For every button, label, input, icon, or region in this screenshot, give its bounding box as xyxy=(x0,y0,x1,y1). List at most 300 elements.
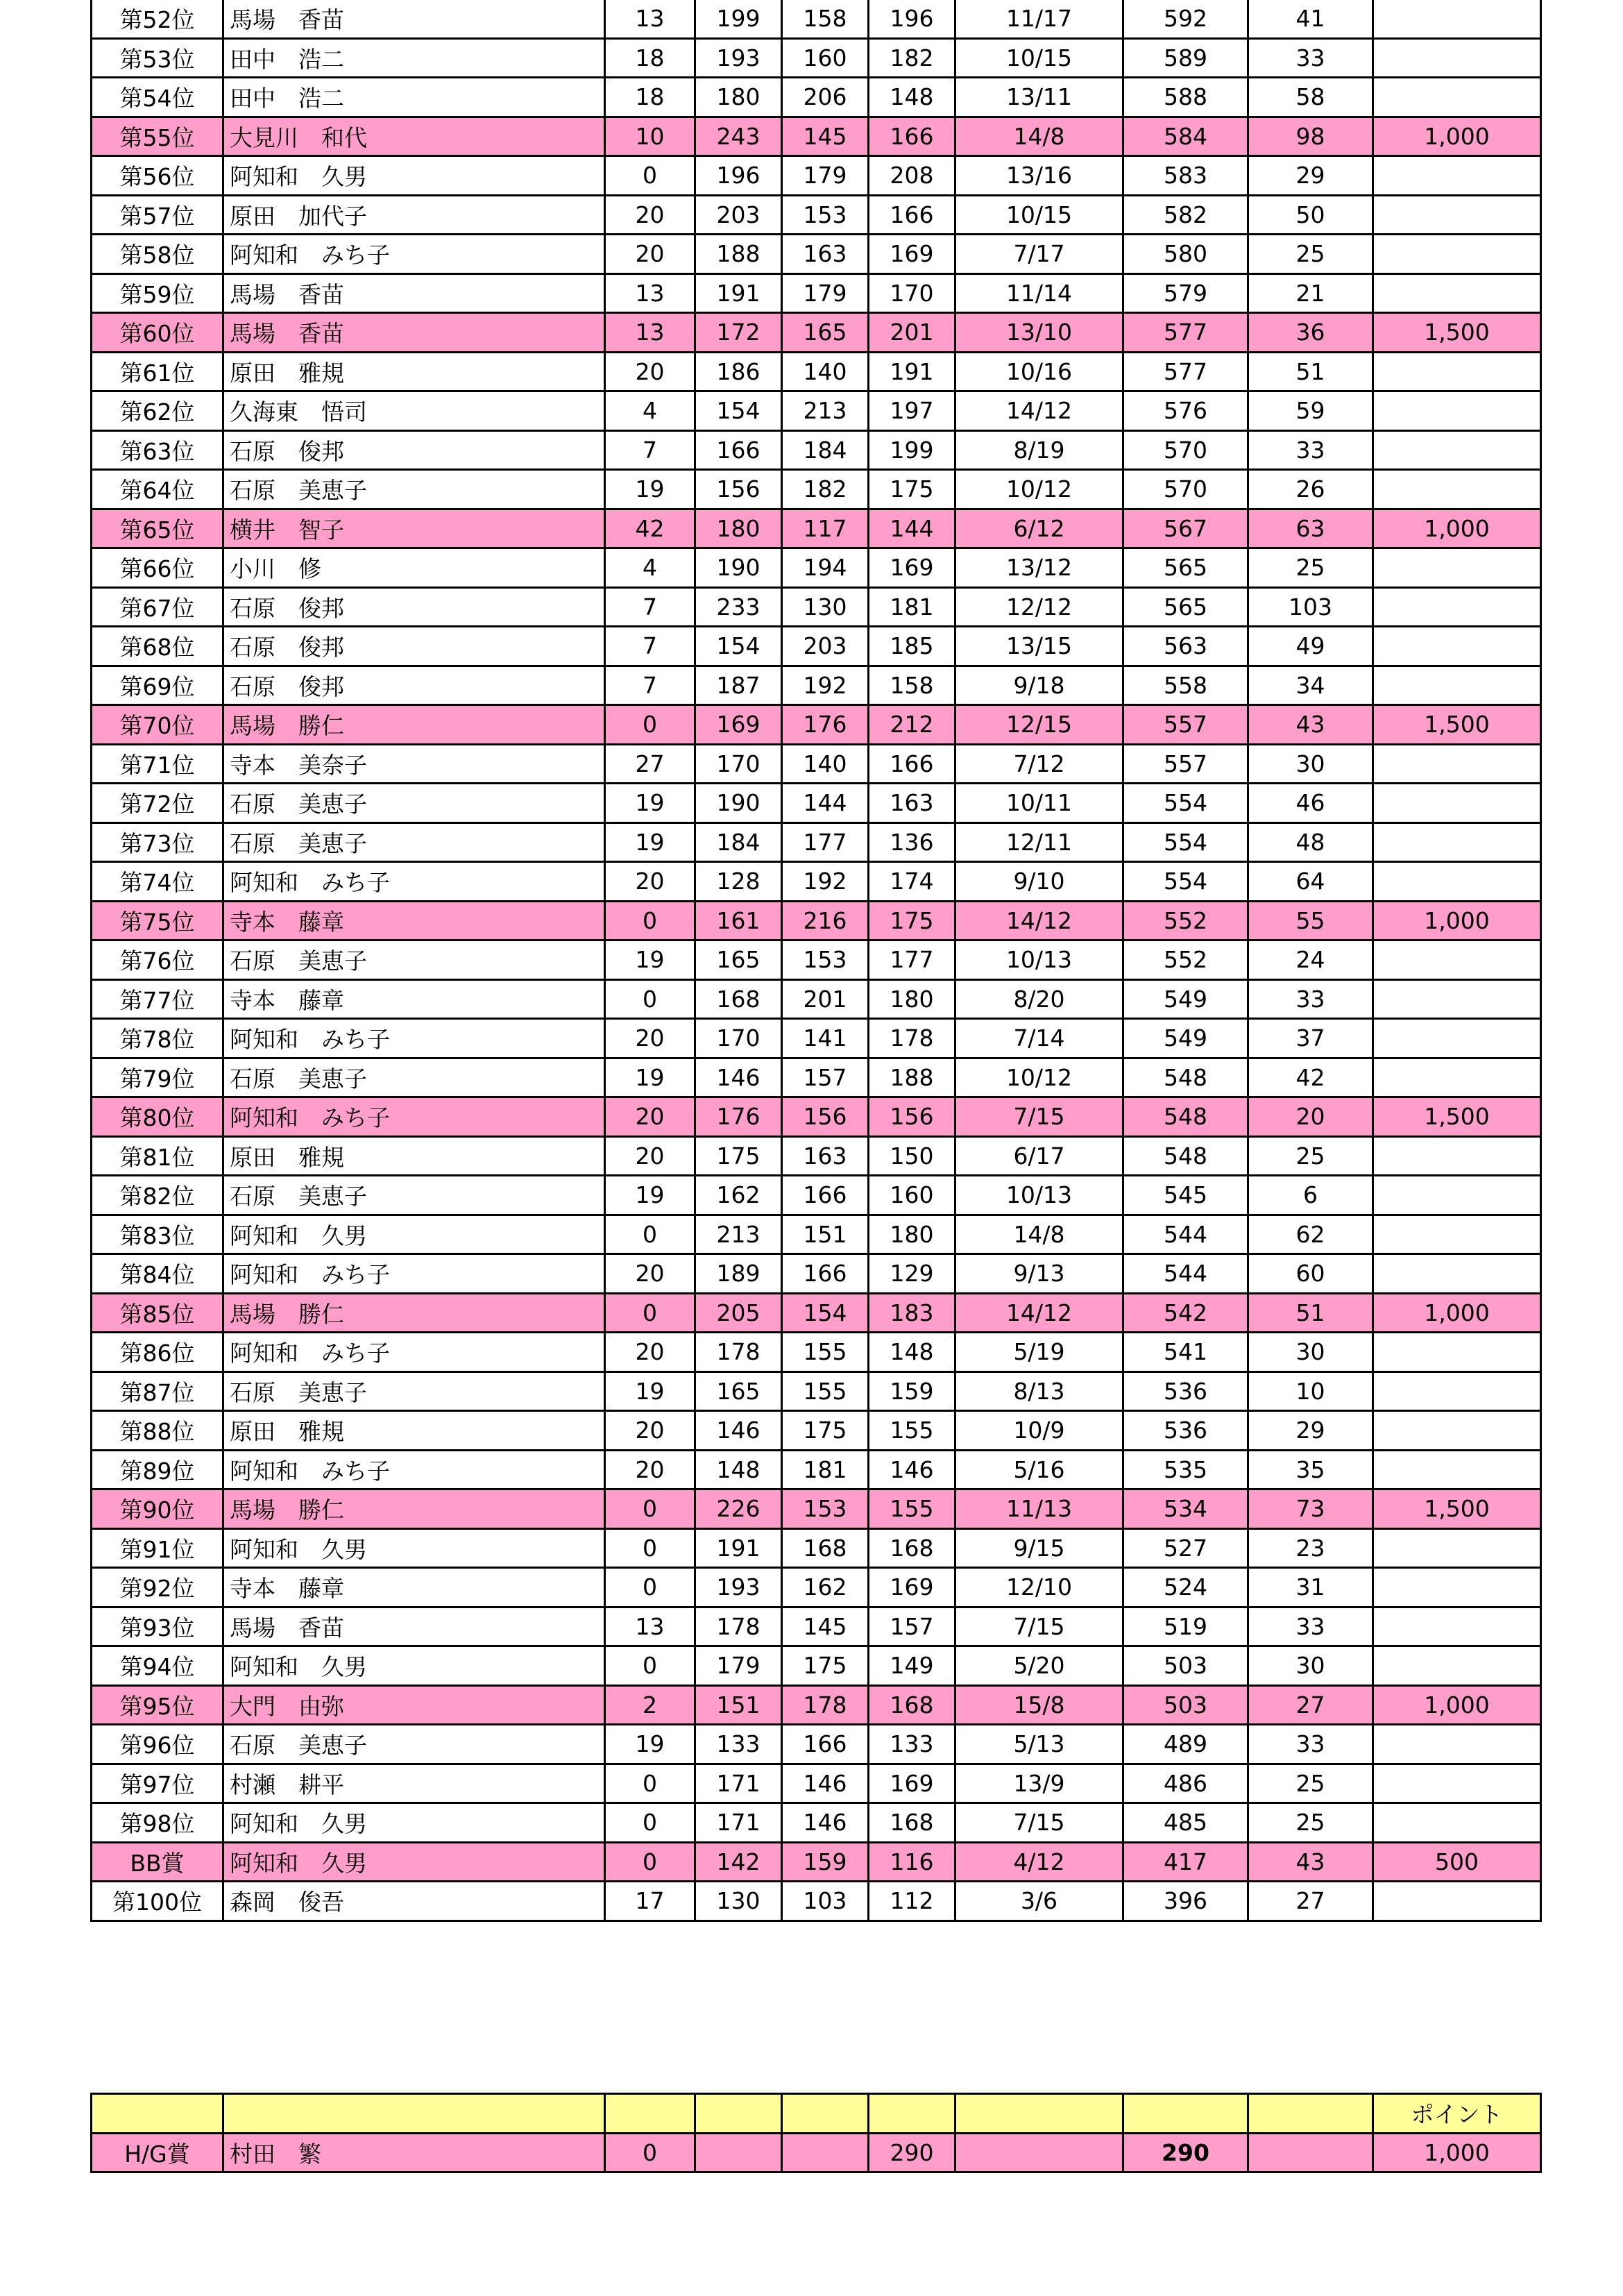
strike-spare-cell: 9/15 xyxy=(955,1528,1123,1568)
table-row xyxy=(92,38,1541,78)
handicap-cell: 20 xyxy=(605,1333,695,1372)
table-row xyxy=(92,1882,1541,1921)
rank-cell: 第54位 xyxy=(92,78,223,117)
points-cell xyxy=(1373,822,1541,862)
strike-spare-cell: 8/20 xyxy=(955,979,1123,1019)
header-cell xyxy=(695,2094,782,2134)
diff-cell: 30 xyxy=(1248,744,1373,784)
diff-cell: 46 xyxy=(1248,784,1373,823)
game2-cell: 194 xyxy=(782,548,869,588)
game3-cell: 201 xyxy=(869,313,955,353)
points-cell xyxy=(1373,391,1541,431)
diff-cell: 49 xyxy=(1248,627,1373,666)
name-cell: 石原 俊邦 xyxy=(223,430,605,470)
handicap-cell: 19 xyxy=(605,940,695,980)
total-cell: 534 xyxy=(1123,1489,1248,1529)
strike-spare-cell: 4/12 xyxy=(955,1842,1123,1882)
game1-cell: 193 xyxy=(695,38,782,78)
name-cell: 石原 美恵子 xyxy=(223,1725,605,1764)
game3-cell: 160 xyxy=(869,1176,955,1215)
handicap-cell: 0 xyxy=(605,1803,695,1843)
game3-cell: 170 xyxy=(869,273,955,313)
strike-spare-cell: 10/12 xyxy=(955,470,1123,509)
name-cell: 石原 美恵子 xyxy=(223,784,605,823)
diff-cell: 43 xyxy=(1248,705,1373,745)
game2-cell: 206 xyxy=(782,78,869,117)
game1-cell: 191 xyxy=(695,273,782,313)
game3-cell: 166 xyxy=(869,744,955,784)
game2-cell: 179 xyxy=(782,273,869,313)
points-cell xyxy=(1373,1764,1541,1803)
handicap-cell: 19 xyxy=(605,822,695,862)
handicap-cell: 20 xyxy=(605,1019,695,1058)
points-cell xyxy=(1373,1450,1541,1489)
total-cell: 580 xyxy=(1123,235,1248,274)
diff-cell: 10 xyxy=(1248,1371,1373,1411)
name-cell: 小川 修 xyxy=(223,548,605,588)
hg-award-table xyxy=(90,2093,1542,2173)
game1-cell: 190 xyxy=(695,548,782,588)
game3-cell: 133 xyxy=(869,1725,955,1764)
game3-cell: 159 xyxy=(869,1371,955,1411)
game3-cell: 169 xyxy=(869,235,955,274)
game2-cell: 166 xyxy=(782,1176,869,1215)
game3-cell: 155 xyxy=(869,1411,955,1451)
total-cell: 570 xyxy=(1123,430,1248,470)
game2-cell: 157 xyxy=(782,1058,869,1097)
points-cell xyxy=(1373,156,1541,196)
game2-cell: 162 xyxy=(782,1568,869,1607)
game3-cell: 168 xyxy=(869,1685,955,1725)
game3-cell: 196 xyxy=(869,0,955,38)
total-cell: 548 xyxy=(1123,1097,1248,1137)
rank-cell: 第97位 xyxy=(92,1764,223,1803)
game2-cell: 177 xyxy=(782,822,869,862)
total-cell: 417 xyxy=(1123,1842,1248,1882)
game3-cell: 182 xyxy=(869,38,955,78)
total-cell: 554 xyxy=(1123,784,1248,823)
game1-cell: 169 xyxy=(695,705,782,745)
points-cell xyxy=(1373,1215,1541,1254)
game3-cell: 212 xyxy=(869,705,955,745)
game1-cell: 170 xyxy=(695,1019,782,1058)
strike-spare-cell: 12/12 xyxy=(955,587,1123,627)
name-cell: 石原 美恵子 xyxy=(223,1371,605,1411)
rank-cell: 第78位 xyxy=(92,1019,223,1058)
rank-cell: 第88位 xyxy=(92,1411,223,1451)
strike-spare-cell: 9/18 xyxy=(955,666,1123,705)
table-row xyxy=(92,156,1541,196)
game2-cell: 181 xyxy=(782,1450,869,1489)
game2-cell: 153 xyxy=(782,195,869,235)
header-cell xyxy=(1248,2094,1373,2134)
table-row xyxy=(92,1058,1541,1097)
game1-cell: 162 xyxy=(695,1176,782,1215)
game3-cell: 157 xyxy=(869,1607,955,1646)
table-row xyxy=(92,235,1541,274)
strike-spare-cell: 13/11 xyxy=(955,78,1123,117)
strike-spare-cell: 7/14 xyxy=(955,1019,1123,1058)
game3-cell: 168 xyxy=(869,1803,955,1843)
rank-cell: 第100位 xyxy=(92,1882,223,1921)
diff-cell: 29 xyxy=(1248,156,1373,196)
strike-spare-cell: 12/11 xyxy=(955,822,1123,862)
points-cell: 1,000 xyxy=(1373,1685,1541,1725)
rank-cell: 第82位 xyxy=(92,1176,223,1215)
rank-cell: 第81位 xyxy=(92,1136,223,1176)
total-cell: 554 xyxy=(1123,862,1248,902)
name-cell: 馬場 香苗 xyxy=(223,273,605,313)
name-cell: 阿知和 みち子 xyxy=(223,235,605,274)
diff-cell: 20 xyxy=(1248,1097,1373,1137)
name-cell: 田中 浩二 xyxy=(223,78,605,117)
handicap-cell: 27 xyxy=(605,744,695,784)
total-cell: 582 xyxy=(1123,195,1248,235)
table-row xyxy=(92,0,1541,38)
rank-cell: 第74位 xyxy=(92,862,223,902)
name-cell: 大見川 和代 xyxy=(223,117,605,156)
rank-cell: 第85位 xyxy=(92,1293,223,1333)
game3-cell: 180 xyxy=(869,979,955,1019)
table-row xyxy=(92,666,1541,705)
name-cell: 阿知和 久男 xyxy=(223,1842,605,1882)
table-row xyxy=(92,1764,1541,1803)
diff-cell: 29 xyxy=(1248,1411,1373,1451)
game1-cell: 128 xyxy=(695,862,782,902)
name-cell: 田中 浩二 xyxy=(223,38,605,78)
strike-spare-cell: 9/10 xyxy=(955,862,1123,902)
game1-cell: 165 xyxy=(695,1371,782,1411)
game2-cell: 192 xyxy=(782,666,869,705)
diff-cell: 62 xyxy=(1248,1215,1373,1254)
game1-cell: 171 xyxy=(695,1803,782,1843)
handicap-cell: 42 xyxy=(605,509,695,548)
diff-cell: 43 xyxy=(1248,1842,1373,1882)
game2-cell: 175 xyxy=(782,1646,869,1686)
diff-cell: 37 xyxy=(1248,1019,1373,1058)
handicap-cell: 0 xyxy=(605,1528,695,1568)
rank-cell: 第53位 xyxy=(92,38,223,78)
rank-cell: 第56位 xyxy=(92,156,223,196)
name-cell: 阿知和 久男 xyxy=(223,1215,605,1254)
rank-cell: 第95位 xyxy=(92,1685,223,1725)
game3-cell: 178 xyxy=(869,1019,955,1058)
strike-spare-cell: 5/16 xyxy=(955,1450,1123,1489)
points-cell xyxy=(1373,0,1541,38)
points-cell xyxy=(1373,1019,1541,1058)
total-cell: 549 xyxy=(1123,979,1248,1019)
game1-cell: 151 xyxy=(695,1685,782,1725)
game3-cell: 188 xyxy=(869,1058,955,1097)
name-cell: 馬場 勝仁 xyxy=(223,1489,605,1529)
diff-cell: 21 xyxy=(1248,273,1373,313)
game1-cell: 203 xyxy=(695,195,782,235)
diff-cell: 64 xyxy=(1248,862,1373,902)
game3-cell: 183 xyxy=(869,1293,955,1333)
table-row xyxy=(92,627,1541,666)
rank-cell: 第98位 xyxy=(92,1803,223,1843)
strike-spare-cell: 12/10 xyxy=(955,1568,1123,1607)
name-cell: 阿知和 みち子 xyxy=(223,1019,605,1058)
game1-cell: 142 xyxy=(695,1842,782,1882)
strike-spare-cell: 9/13 xyxy=(955,1254,1123,1294)
diff-cell: 33 xyxy=(1248,1607,1373,1646)
total-cell: 554 xyxy=(1123,822,1248,862)
game1-cell: 146 xyxy=(695,1411,782,1451)
strike-spare-cell: 10/9 xyxy=(955,1411,1123,1451)
rank-cell: 第65位 xyxy=(92,509,223,548)
header-cell xyxy=(605,2094,695,2134)
rank-cell: 第55位 xyxy=(92,117,223,156)
game2-cell: 146 xyxy=(782,1803,869,1843)
game1-cell: 170 xyxy=(695,744,782,784)
name-cell: 石原 美恵子 xyxy=(223,940,605,980)
rank-cell: 第80位 xyxy=(92,1097,223,1137)
points-cell xyxy=(1373,1058,1541,1097)
total-cell: 542 xyxy=(1123,1293,1248,1333)
points-cell xyxy=(1373,862,1541,902)
table-row xyxy=(92,509,1541,548)
points-cell xyxy=(1373,1568,1541,1607)
game1-cell: 178 xyxy=(695,1333,782,1372)
game1-cell: 161 xyxy=(695,901,782,940)
points-cell: 1,000 xyxy=(1373,1293,1541,1333)
points-cell: 1,500 xyxy=(1373,1097,1541,1137)
game1-cell: 148 xyxy=(695,1450,782,1489)
handicap-cell: 19 xyxy=(605,1176,695,1215)
game3-cell: 191 xyxy=(869,352,955,391)
table-row xyxy=(92,1176,1541,1215)
diff-cell: 36 xyxy=(1248,313,1373,353)
rank-cell: 第86位 xyxy=(92,1333,223,1372)
diff-cell: 30 xyxy=(1248,1333,1373,1372)
table-row xyxy=(92,391,1541,431)
strike-spare-cell: 11/13 xyxy=(955,1489,1123,1529)
diff-cell: 50 xyxy=(1248,195,1373,235)
strike-spare-cell: 10/15 xyxy=(955,195,1123,235)
strike-spare-cell: 13/15 xyxy=(955,627,1123,666)
name-cell: 馬場 香苗 xyxy=(223,1607,605,1646)
total-cell: 592 xyxy=(1123,0,1248,38)
name-cell: 寺本 藤章 xyxy=(223,901,605,940)
total-cell: 576 xyxy=(1123,391,1248,431)
table-row xyxy=(92,1097,1541,1137)
points-cell xyxy=(1373,1176,1541,1215)
game2-cell: 145 xyxy=(782,117,869,156)
game2-cell: 182 xyxy=(782,470,869,509)
table-row xyxy=(92,1489,1541,1529)
rank-cell: 第79位 xyxy=(92,1058,223,1097)
game3-cell: 149 xyxy=(869,1646,955,1686)
strike-spare-cell: 14/8 xyxy=(955,117,1123,156)
total-cell: 396 xyxy=(1123,1882,1248,1921)
name-cell: 阿知和 みち子 xyxy=(223,862,605,902)
strike-spare-cell: 7/17 xyxy=(955,235,1123,274)
game2-cell: 179 xyxy=(782,156,869,196)
rank-cell: 第93位 xyxy=(92,1607,223,1646)
name-cell: 馬場 香苗 xyxy=(223,313,605,353)
game1-cell: 190 xyxy=(695,784,782,823)
total-cell: 565 xyxy=(1123,587,1248,627)
game3-cell: 166 xyxy=(869,195,955,235)
name-cell: 石原 俊邦 xyxy=(223,587,605,627)
points-cell xyxy=(1373,1371,1541,1411)
game3-cell: 197 xyxy=(869,391,955,431)
table-row xyxy=(92,78,1541,117)
handicap-cell: 10 xyxy=(605,117,695,156)
name-cell: 寺本 藤章 xyxy=(223,979,605,1019)
game2-cell: 176 xyxy=(782,705,869,745)
rank-cell: 第64位 xyxy=(92,470,223,509)
name-cell: 寺本 美奈子 xyxy=(223,744,605,784)
game2-cell: 130 xyxy=(782,587,869,627)
game2-cell: 168 xyxy=(782,1528,869,1568)
total-cell: 579 xyxy=(1123,273,1248,313)
name-cell: 石原 俊邦 xyxy=(223,627,605,666)
total-cell: 485 xyxy=(1123,1803,1248,1843)
points-cell xyxy=(1373,587,1541,627)
points-cell xyxy=(1373,1646,1541,1686)
name-cell: 馬場 勝仁 xyxy=(223,705,605,745)
game2-cell: 146 xyxy=(782,1764,869,1803)
game1-cell: 154 xyxy=(695,391,782,431)
header-cell xyxy=(223,2094,605,2134)
diff-cell: 59 xyxy=(1248,391,1373,431)
game1-cell: 205 xyxy=(695,1293,782,1333)
handicap-cell: 20 xyxy=(605,195,695,235)
points-cell xyxy=(1373,38,1541,78)
diff-cell: 27 xyxy=(1248,1685,1373,1725)
rank-cell: 第60位 xyxy=(92,313,223,353)
handicap-cell: 13 xyxy=(605,1607,695,1646)
game2-cell: 145 xyxy=(782,1607,869,1646)
total-cell: 563 xyxy=(1123,627,1248,666)
game3-cell: 136 xyxy=(869,822,955,862)
rank-cell: 第66位 xyxy=(92,548,223,588)
points-cell: 1,500 xyxy=(1373,705,1541,745)
diff-cell: 51 xyxy=(1248,352,1373,391)
table-row xyxy=(92,901,1541,940)
total-cell: 549 xyxy=(1123,1019,1248,1058)
name-cell: 大門 由弥 xyxy=(223,1685,605,1725)
game1-cell: 133 xyxy=(695,1725,782,1764)
game1-cell: 193 xyxy=(695,1568,782,1607)
total-cell: 548 xyxy=(1123,1058,1248,1097)
game2-cell: 163 xyxy=(782,1136,869,1176)
points-cell xyxy=(1373,979,1541,1019)
rank-cell: 第71位 xyxy=(92,744,223,784)
strike-spare-cell: 10/15 xyxy=(955,38,1123,78)
rank-cell: 第72位 xyxy=(92,784,223,823)
handicap-cell: 13 xyxy=(605,273,695,313)
total-cell: 503 xyxy=(1123,1685,1248,1725)
diff-cell: 23 xyxy=(1248,1528,1373,1568)
strike-spare-cell: 14/12 xyxy=(955,901,1123,940)
game2-cell: 184 xyxy=(782,430,869,470)
table-row xyxy=(92,1842,1541,1882)
rank-cell: 第89位 xyxy=(92,1450,223,1489)
points-cell xyxy=(1373,1882,1541,1921)
total-cell: 557 xyxy=(1123,744,1248,784)
handicap-cell: 7 xyxy=(605,666,695,705)
total-cell: 589 xyxy=(1123,38,1248,78)
handicap-cell: 18 xyxy=(605,78,695,117)
name-cell: 原田 雅規 xyxy=(223,1411,605,1451)
points-cell xyxy=(1373,235,1541,274)
points-cell xyxy=(1373,1254,1541,1294)
points-cell xyxy=(1373,1411,1541,1451)
diff-cell: 51 xyxy=(1248,1293,1373,1333)
diff-cell: 24 xyxy=(1248,940,1373,980)
game3-cell: 148 xyxy=(869,1333,955,1372)
game1-cell: 172 xyxy=(695,313,782,353)
total-cell: 535 xyxy=(1123,1450,1248,1489)
name-cell: 阿知和 みち子 xyxy=(223,1254,605,1294)
game2-cell: 216 xyxy=(782,901,869,940)
rank-cell: 第73位 xyxy=(92,822,223,862)
strike-spare-cell: 6/12 xyxy=(955,509,1123,548)
total-cell: 545 xyxy=(1123,1176,1248,1215)
diff-cell: 33 xyxy=(1248,979,1373,1019)
points-cell xyxy=(1373,195,1541,235)
total-cell: 544 xyxy=(1123,1215,1248,1254)
diff-cell xyxy=(1248,2133,1373,2172)
game2-cell: 117 xyxy=(782,509,869,548)
handicap-cell: 13 xyxy=(605,0,695,38)
game1-cell: 243 xyxy=(695,117,782,156)
table-row xyxy=(92,822,1541,862)
game3-cell: 175 xyxy=(869,901,955,940)
name-cell: 石原 美恵子 xyxy=(223,1058,605,1097)
diff-cell: 30 xyxy=(1248,1646,1373,1686)
handicap-cell: 19 xyxy=(605,1371,695,1411)
handicap-cell: 7 xyxy=(605,627,695,666)
game1-cell xyxy=(695,2133,782,2172)
game3-cell: 144 xyxy=(869,509,955,548)
game3-cell: 180 xyxy=(869,1215,955,1254)
game2-cell: 156 xyxy=(782,1097,869,1137)
hg-header-row xyxy=(92,2094,1541,2134)
points-cell xyxy=(1373,78,1541,117)
table-row xyxy=(92,862,1541,902)
strike-spare-cell: 11/14 xyxy=(955,273,1123,313)
game2-cell: 155 xyxy=(782,1333,869,1372)
diff-cell: 33 xyxy=(1248,38,1373,78)
game3-cell: 163 xyxy=(869,784,955,823)
game1-cell: 188 xyxy=(695,235,782,274)
diff-cell: 55 xyxy=(1248,901,1373,940)
table-row xyxy=(92,313,1541,353)
game3-cell: 169 xyxy=(869,1764,955,1803)
handicap-cell: 0 xyxy=(605,1293,695,1333)
strike-spare-cell: 13/12 xyxy=(955,548,1123,588)
game1-cell: 199 xyxy=(695,0,782,38)
name-cell: 阿知和 久男 xyxy=(223,1803,605,1843)
handicap-cell: 0 xyxy=(605,1764,695,1803)
table-row xyxy=(92,430,1541,470)
game2-cell: 144 xyxy=(782,784,869,823)
total-cell: 489 xyxy=(1123,1725,1248,1764)
game3-cell: 185 xyxy=(869,627,955,666)
name-cell: 石原 美恵子 xyxy=(223,1176,605,1215)
handicap-cell: 0 xyxy=(605,705,695,745)
table-row xyxy=(92,1607,1541,1646)
game1-cell: 226 xyxy=(695,1489,782,1529)
game3-cell: 150 xyxy=(869,1136,955,1176)
game2-cell: 166 xyxy=(782,1254,869,1294)
game2-cell: 154 xyxy=(782,1293,869,1333)
diff-cell: 35 xyxy=(1248,1450,1373,1489)
